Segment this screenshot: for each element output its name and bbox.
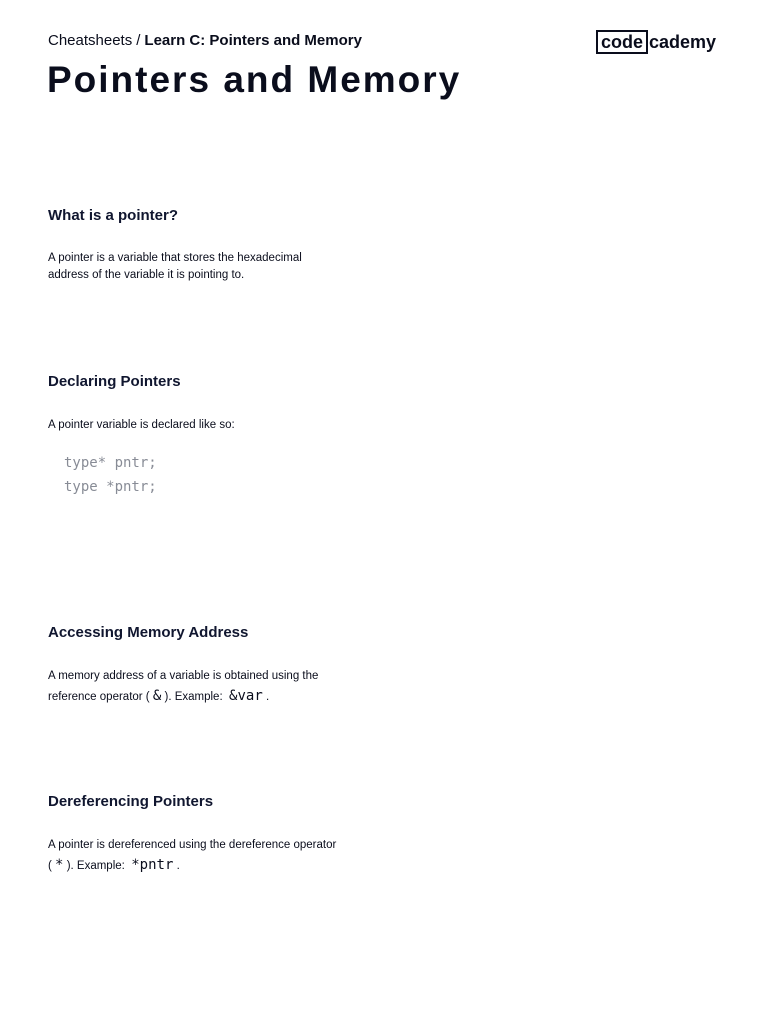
logo-boxed-text: code [596, 30, 648, 54]
page-title: Pointers and Memory [47, 59, 462, 100]
codecademy-logo[interactable] [596, 30, 716, 54]
code-line: type* pntr; [64, 455, 157, 471]
section-text-declaring-pointers: A pointer variable is declared like so: [48, 419, 235, 431]
section-title-accessing-memory-address: Accessing Memory Address [48, 624, 249, 641]
code-example-dereference: *pntr [131, 857, 174, 873]
section-text-what-is-pointer: A pointer is a variable that stores the hexadecimal address of the variable it is pointing to. [48, 252, 302, 281]
breadcrumb [48, 31, 362, 51]
section-title-what-is-pointer: What is a pointer? [48, 207, 179, 224]
code-example-reference: &var [229, 688, 263, 704]
section-title-declaring-pointers: Declaring Pointers [48, 373, 181, 390]
text-fragment: A pointer is dereferenced using the dereference operator ( [48, 839, 337, 872]
text-fragment: A memory address of a variable is obtained using the reference operator ( [48, 670, 319, 703]
section-text-accessing-memory-address [48, 666, 338, 707]
breadcrumb-separator: / [136, 32, 141, 49]
breadcrumb-link-cheatsheets[interactable]: Cheatsheets [48, 32, 133, 49]
section-text-dereferencing-pointers [48, 835, 338, 876]
text-fragment: . [265, 691, 270, 703]
dereference-operator: * [55, 857, 64, 873]
logo-rest-text: cademy [649, 32, 717, 52]
code-block [64, 451, 157, 499]
text-fragment: . [176, 860, 180, 872]
text-fragment: ). Example: [164, 691, 223, 703]
code-line: type *pntr; [64, 479, 157, 495]
text-fragment: ). Example: [66, 860, 125, 872]
reference-operator: & [152, 688, 162, 704]
breadcrumb-current: Learn C: Pointers and Memory [144, 32, 362, 49]
section-title-dereferencing-pointers: Dereferencing Pointers [48, 793, 214, 810]
